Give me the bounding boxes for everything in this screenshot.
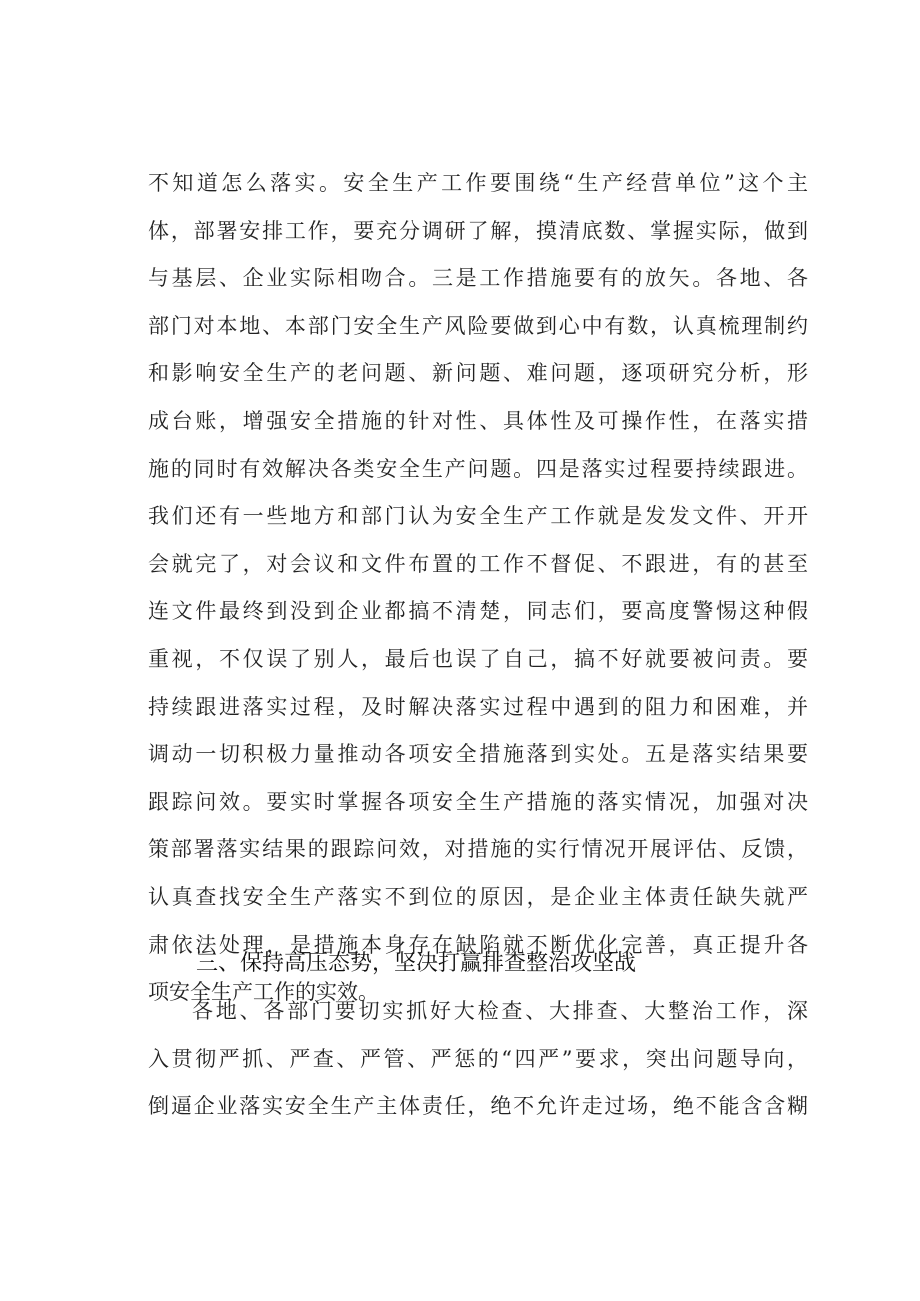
paragraph-line: 我们还有一些地方和部门认为安全生产工作就是发发文件、开开	[148, 504, 808, 529]
paragraph-line: 认真查找安全生产落实不到位的原因，是企业主体责任缺失就严	[148, 884, 808, 909]
paragraph-2	[148, 988, 808, 1131]
paragraph-line: 跟踪问效。要实时掌握各项安全生产措施的落实情况，加强对决	[148, 789, 808, 814]
paragraph-1	[148, 160, 808, 1017]
paragraph-line: 肃依法处理，是措施本身存在缺陷就不断优化完善，真正提升各	[148, 932, 808, 957]
paragraph-line: 会就完了，对会议和文件布置的工作不督促、不跟进，有的甚至	[148, 551, 808, 576]
paragraph-line: 与基层、企业实际相吻合。三是工作措施要有的放矢。各地、各	[148, 266, 808, 291]
paragraph-line: 部门对本地、本部门安全生产风险要做到心中有数，认真梳理制约	[148, 313, 808, 338]
paragraph-line: 成台账，增强安全措施的针对性、具体性及可操作性，在落实措	[148, 408, 808, 433]
paragraph-line: 持续跟进落实过程，及时解决落实过程中遇到的阻力和困难，并	[148, 694, 808, 719]
paragraph-line: 重视，不仅误了别人，最后也误了自己，搞不好就要被问责。要	[148, 646, 808, 671]
paragraph-line: 不知道怎么落实。安全生产工作要围绕“生产经营单位”这个主	[148, 171, 808, 195]
paragraph-line: 调动一切积极力量推动各项安全措施落到实处。五是落实结果要	[148, 742, 808, 767]
paragraph-line: 各地、各部门要切实抓好大检查、大排查、大整治工作，深	[192, 999, 808, 1023]
paragraph-line: 和影响安全生产的老问题、新问题、难问题，逐项研究分析，形	[148, 361, 808, 386]
paragraph-line: 入贯彻严抓、严查、严管、严惩的“四严”要求，突出问题导向，	[148, 1046, 808, 1071]
paragraph-line: 项安全生产工作的实效。	[148, 980, 379, 1005]
section-heading: 三、保持高压态势，坚决打赢排查整治攻坚战	[196, 951, 637, 976]
paragraph-line: 体，部署安排工作，要充分调研了解，摸清底数、掌握实际，做到	[148, 218, 808, 243]
paragraph-line: 施的同时有效解决各类安全生产问题。四是落实过程要持续跟进。	[148, 456, 808, 481]
paragraph-line: 倒逼企业落实安全生产主体责任，绝不允许走过场，绝不能含含糊	[148, 1094, 808, 1119]
paragraph-line: 连文件最终到没到企业都搞不清楚，同志们，要高度警惕这种假	[148, 599, 808, 624]
paragraph-line: 策部署落实结果的跟踪问效，对措施的实行情况开展评估、反馈，	[148, 837, 808, 862]
